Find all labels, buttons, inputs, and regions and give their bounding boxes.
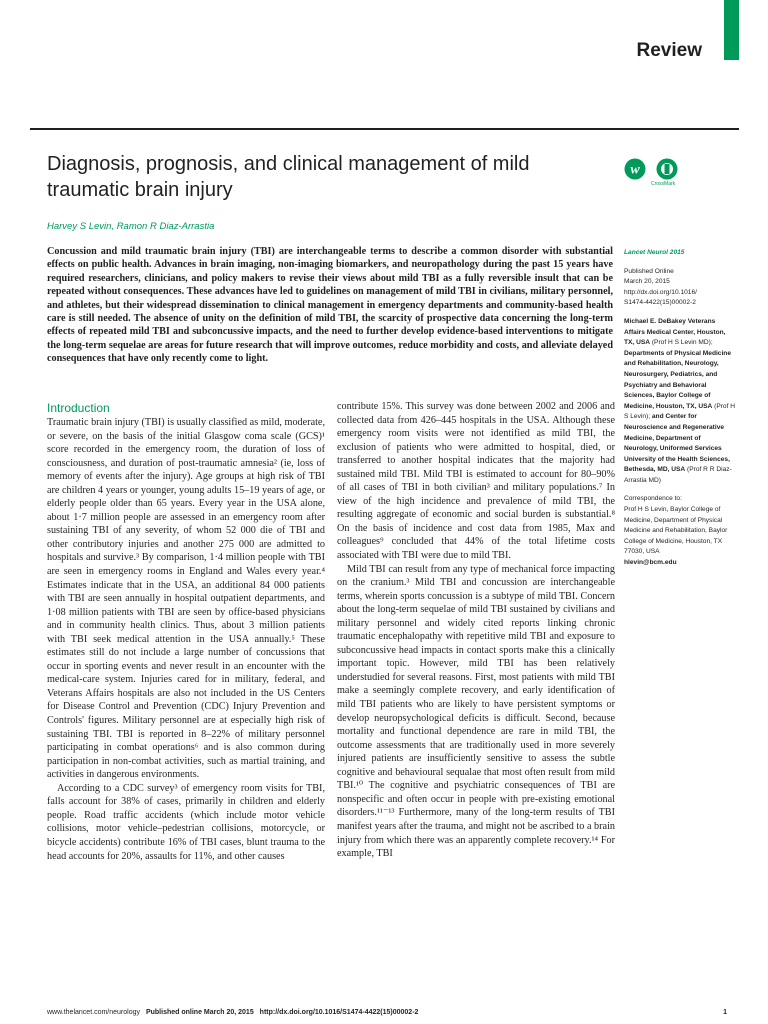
- sidebar-notes: [624, 248, 736, 569]
- section-heading-introduction: Introduction: [47, 401, 110, 415]
- published-online-label: Published Online: [624, 267, 674, 275]
- section-label: Review: [636, 40, 702, 61]
- doi-link-part2[interactable]: S1474-4422(15)00002-2: [624, 299, 696, 307]
- doi-link-part1[interactable]: http://dx.doi.org/10.1016/: [624, 288, 697, 296]
- affiliation-2-note: (Prof H S Levin);: [624, 402, 736, 421]
- footer-doi-link[interactable]: http://dx.doi.org/10.1016/S1474-4422(15)00002-2: [259, 1009, 419, 1016]
- journal-citation: Lancet Neurol 2015: [624, 249, 685, 256]
- affiliation-2-and: and: [651, 413, 664, 421]
- body-column-2: [337, 400, 615, 861]
- footer-site-link[interactable]: www.thelancet.com/neurology: [47, 1009, 140, 1016]
- affiliation-1-note: (Prof H S Levin MD);: [651, 339, 713, 347]
- article-title: Diagnosis, prognosis, and clinical management of mild traumatic brain injury: [47, 153, 530, 201]
- abstract: Concussion and mild traumatic brain injury (TBI) are interchangeable terms to describe a common disorder with substantial effects on public health. Advances in brain imaging, non-imaging biomarkers, and neuropathology during the past 15 years have required researchers, clinicians, and policy makers to revise their views about mild TBI as a fully reversible insult that can be repeated without consequences. These advances have led to guidelines on management of mild TBI in civilians, military personnel, and athletes, but their widespread dissemination to clinical management in emergency departments and community-based health care is still needed. The absence of unity on the definition of mild TBI, the scarcity of prospective data concerning the long-term effects of repeated mild TBI and subconcussive impacts, and the need to further develop evidence-based interventions to mitigate the long-term sequelae are areas for future research that will improve outcomes, reduce morbidity and costs, and alleviate delayed consequences that have only recently come to light.: [47, 246, 613, 365]
- body-paragraph: Traumatic brain injury (TBI) is usually classified as mild, moderate, or severe, on the basis of the initial Glasgow coma scale (GCS)¹ score recorded in the emergency room, the duration of loss of consciousness, and duration of post-traumatic amnesia² (ie, loss of memory of events after the injury). Age groups at high risk of TBI are children 4 years or younger, young adults 15–19 years of age, or elderly people older than 65 years. Every year in the USA alone, about 1·7 million people are assessed in an emergency room after sustaining TBI of any severity, of whom 52 000 die of TBI and other contributory injuries and another 275 000 are admitted to hospitals and survive.³ By comparison, 1·4 million people with TBI are seen in emergency rooms in England and Wales every year.⁴ Estimates indicate that in the USA, an additional 84 000 patients with TBI are seen annually in hospital outpatient departments, and 1·08 million patients with TBI are seen by office-based physicians and in community health clinics. Thus, about 3 million patients with TBI seek medical attention in the USA annually.⁵ These estimates still do not include a large number of concussions that occur in sporting events and never result in an encounter with the medical-care system. Injuries cared for in military, federal, and Veterans Affairs hospitals are also not included in the US Centers for Disease Control and Prevention (CDC) Injury Prevention and Controls' figures. Military personnel are at especially high risk of sustaining TBI. TBI is reported in 8–22% of military personnel participating in combat operations⁶ and is also common during participation in non-combat activities, such as martial training, and activities in dangerous environments.: [47, 417, 325, 781]
- author-list: Harvey S Levin, Ramon R Diaz-Arrastia: [47, 221, 215, 232]
- affiliation-2: Departments of Physical Medicine and Rehabilitation, Neurology, Neurosurgery, Pediatrics, and Psychiatry and Behavioral Sciences, Baylor College of Medicine, Houston, TX, USA: [624, 349, 731, 410]
- page-footer: [47, 1009, 737, 1016]
- header-rule: [30, 128, 739, 130]
- svg-text:w: w: [630, 162, 640, 178]
- body-paragraph: contribute 15%. This survey was done between 2002 and 2006 and collected data from 426–445 hospitals in the USA. Although these emergency room visits were not identified as mild TBI, the exclusion of patients who were admitted to hospital, died, or transferred to another hospital indicates that the majority had sustained mild TBI. Mild TBI is estimated to account for 80–90% of all cases of TBI in both civilian³ and military populations.⁷ In view of the high incidence and prevalence of mild TBI, the resulting aggregate of economic and social burden is substantial.⁸ On the basis of incidence and cost data from 1985, Max and colleagues⁹ concluded that 44% of the total lifetime costs associated with TBI were due to mild TBI.: [337, 401, 615, 562]
- body-column-1: [47, 400, 325, 863]
- page-number: 1: [723, 1009, 727, 1016]
- body-paragraph: According to a CDC survey³ of emergency room visits for TBI, falls account for 38% of cases, primarily in children and elderly people. Road traffic accidents (which include motor vehicle collisions, motor vehicle–pedestrian collisions, motorcycle, or bicycle accidents) contribute 16% of TBI cases, blunt trauma to the head accounts for 20%, assaults for 11%, and other causes: [47, 782, 325, 862]
- affiliation-1: Michael E. DeBakey Veterans Affairs Medical Center, Houston, TX, USA: [624, 317, 726, 347]
- crossmark-label: CrossMark: [651, 181, 676, 187]
- affiliation-3-note: (Prof R R Diaz-Arrastia MD): [624, 466, 732, 484]
- affiliation-3: Center for Neuroscience and Regenerative Medicine, Department of Neurology, Uniformed Services University of the Health Sciences, Bethesda, MD, USA: [624, 413, 730, 474]
- body-paragraph: Mild TBI can result from any type of mechanical force impacting on the cranium.³ Mild TBI and concussion are interchangeable terms, wherein sports concussion is a subtype of mild TBI. Concern about the long-term sequelae of mild TBI sustained by civilians and military personnel and widely cited reports linking chronic traumatic encephalopathy with repetitive mild TBI and exposure to subconcussive head impacts in contact sports make this a clinically important topic. However, mild TBI has been relatively understudied for several reasons. First, most patients with mild TBI make a seemingly complete recovery, and early identification of mild TBI patients who are likely to have persistent symptoms or develop neuropsychological deficits is difficult. Second, because mortality and functional dependence are rare in mild TBI, the outcome assessments that are traditionally used in more severely injured patients are insufficiently sensitive to assess the subtle cognitive and behavioural sequalae that most often result from mild TBI.¹⁰ The cognitive and psychiatric consequences of TBI are nonspecific and often occur in people with pre-existing emotional disorders.¹¹⁻¹³ Furthermore, many of the long-term results of TBI manifest years after the trauma, and might not be ascribed to a brain injury from which there was an apparently complete recovery.¹⁴ For example, TBI: [337, 563, 615, 860]
- footer-published: Published online March 20, 2015: [145, 1009, 254, 1016]
- published-date: March 20, 2015: [624, 278, 670, 286]
- correspondence-address: Prof H S Levin, Baylor College of Medicine, Department of Physical Medicine and Rehabilitation, Baylor College of Medicine, Houston, TX 77030, USA: [624, 506, 728, 556]
- correspondence-label: Correspondence to:: [624, 495, 682, 503]
- crossmark-icon[interactable]: [651, 156, 685, 190]
- section-color-tab: [724, 0, 739, 60]
- affiliations: [624, 317, 736, 487]
- correspondence-email[interactable]: hlevin@bcm.edu: [624, 559, 677, 567]
